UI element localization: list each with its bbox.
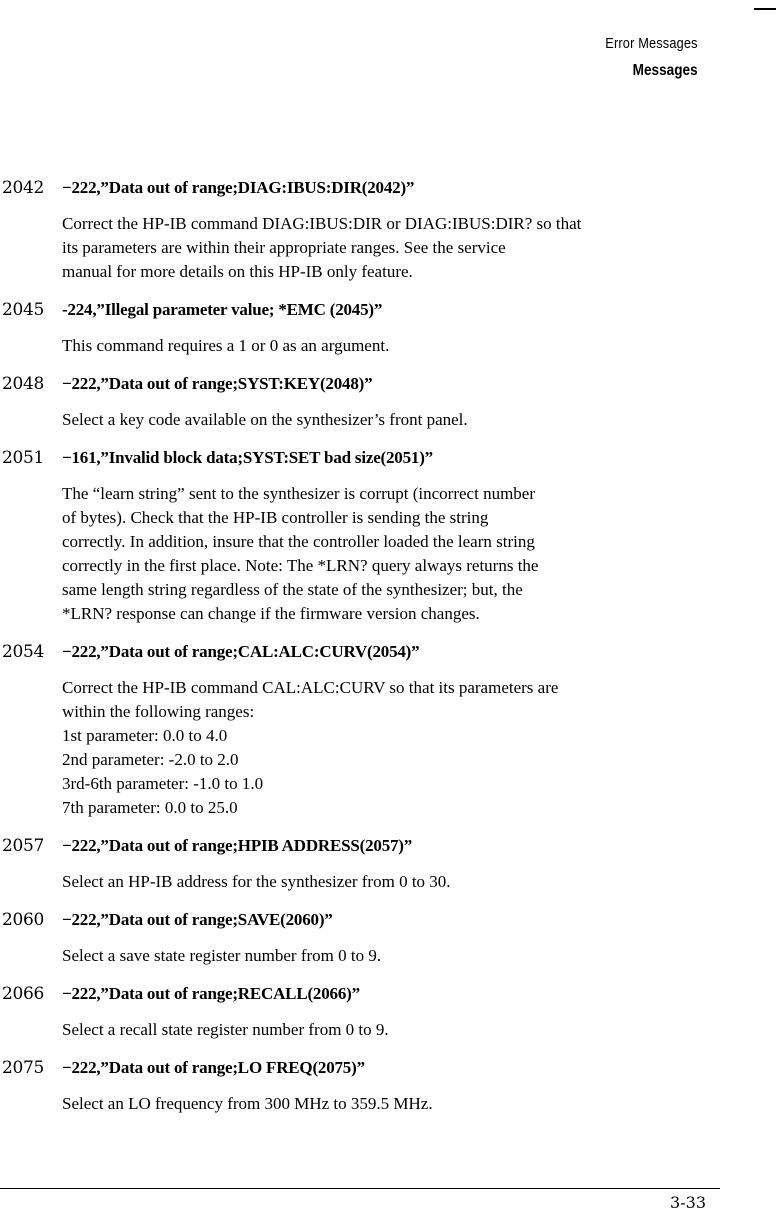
header-section-title: Error Messages [605, 35, 698, 52]
error-description [62, 482, 720, 626]
error-entry [0, 446, 720, 626]
error-code: 2054 [2, 642, 45, 662]
description-line: within the following ranges: [62, 702, 255, 721]
error-entry [0, 908, 720, 968]
running-header [589, 34, 698, 82]
description-line: *LRN? response can change if the firmware version changes. [62, 604, 480, 623]
error-code: 2045 [2, 300, 45, 320]
error-message: −222,”Data out of range;CAL:ALC:CURV(2054)” [62, 642, 420, 661]
error-message: −222,”Data out of range;SYST:KEY(2048)” [62, 374, 373, 393]
error-description [62, 334, 720, 358]
description-line: Select a key code available on the synthesizer’s front panel. [62, 410, 468, 429]
error-entry [0, 834, 720, 894]
error-description [62, 944, 720, 968]
description-line: manual for more details on this HP-IB only feature. [62, 262, 413, 281]
error-message: −222,”Data out of range;HPIB ADDRESS(2057)” [62, 836, 413, 855]
description-line: The “learn string” sent to the synthesizer is corrupt (incorrect number [62, 484, 535, 503]
error-message: −222,”Data out of range;RECALL(2066)” [62, 984, 360, 1003]
error-description [62, 408, 720, 432]
error-entry [0, 176, 720, 284]
corner-tab-mark [754, 8, 776, 10]
error-message: −222,”Data out of range;DIAG:IBUS:DIR(2042)” [62, 178, 415, 197]
description-line: Correct the HP-IB command DIAG:IBUS:DIR or DIAG:IBUS:DIR? so that [62, 214, 582, 233]
error-message: −222,”Data out of range;SAVE(2060)” [62, 910, 333, 929]
error-description [62, 212, 720, 284]
description-line: of bytes). Check that the HP-IB controller is sending the string [62, 508, 489, 527]
error-entry [0, 372, 720, 432]
error-code: 2060 [2, 910, 45, 930]
description-line: 3rd-6th parameter: -1.0 to 1.0 [62, 774, 264, 793]
error-code: 2042 [2, 178, 45, 198]
description-line: its parameters are within their appropriate ranges. See the service [62, 238, 506, 257]
footer-divider [0, 1188, 720, 1189]
error-entry [0, 298, 720, 358]
description-line: same length string regardless of the state of the synthesizer; but, the [62, 580, 523, 599]
description-line: Select a save state register number from 0 to 9. [62, 946, 382, 965]
description-line: Select an HP-IB address for the synthesizer from 0 to 30. [62, 872, 451, 891]
error-description [62, 1018, 720, 1042]
description-line: This command requires a 1 or 0 as an argument. [62, 336, 390, 355]
error-message: -224,”Illegal parameter value; *EMC (2045)” [62, 300, 383, 319]
error-code: 2051 [2, 448, 45, 468]
header-page-title: Messages [632, 62, 698, 79]
description-line: correctly in the first place. Note: The *LRN? query always returns the [62, 556, 539, 575]
description-line: 7th parameter: 0.0 to 25.0 [62, 798, 238, 817]
error-code: 2066 [2, 984, 45, 1004]
error-code: 2057 [2, 836, 45, 856]
error-message: −222,”Data out of range;LO FREQ(2075)” [62, 1058, 365, 1077]
description-line: 1st parameter: 0.0 to 4.0 [62, 726, 228, 745]
description-line: correctly. In addition, insure that the controller loaded the learn string [62, 532, 535, 551]
description-line: Select an LO frequency from 300 MHz to 359.5 MHz. [62, 1094, 433, 1113]
description-line: Select a recall state register number from 0 to 9. [62, 1020, 389, 1039]
error-code: 2048 [2, 374, 45, 394]
description-line: Correct the HP-IB command CAL:ALC:CURV so that its parameters are [62, 678, 559, 697]
error-entry [0, 982, 720, 1042]
description-line: 2nd parameter: -2.0 to 2.0 [62, 750, 239, 769]
error-description [62, 1092, 720, 1116]
error-entry [0, 640, 720, 820]
error-entry [0, 1056, 720, 1116]
error-description [62, 676, 720, 820]
error-description [62, 870, 720, 894]
error-code: 2075 [2, 1058, 45, 1078]
page-number: 3-33 [670, 1193, 706, 1212]
error-message: −161,”Invalid block data;SYST:SET bad size(2051)” [62, 448, 433, 467]
error-message-list [0, 176, 720, 1130]
